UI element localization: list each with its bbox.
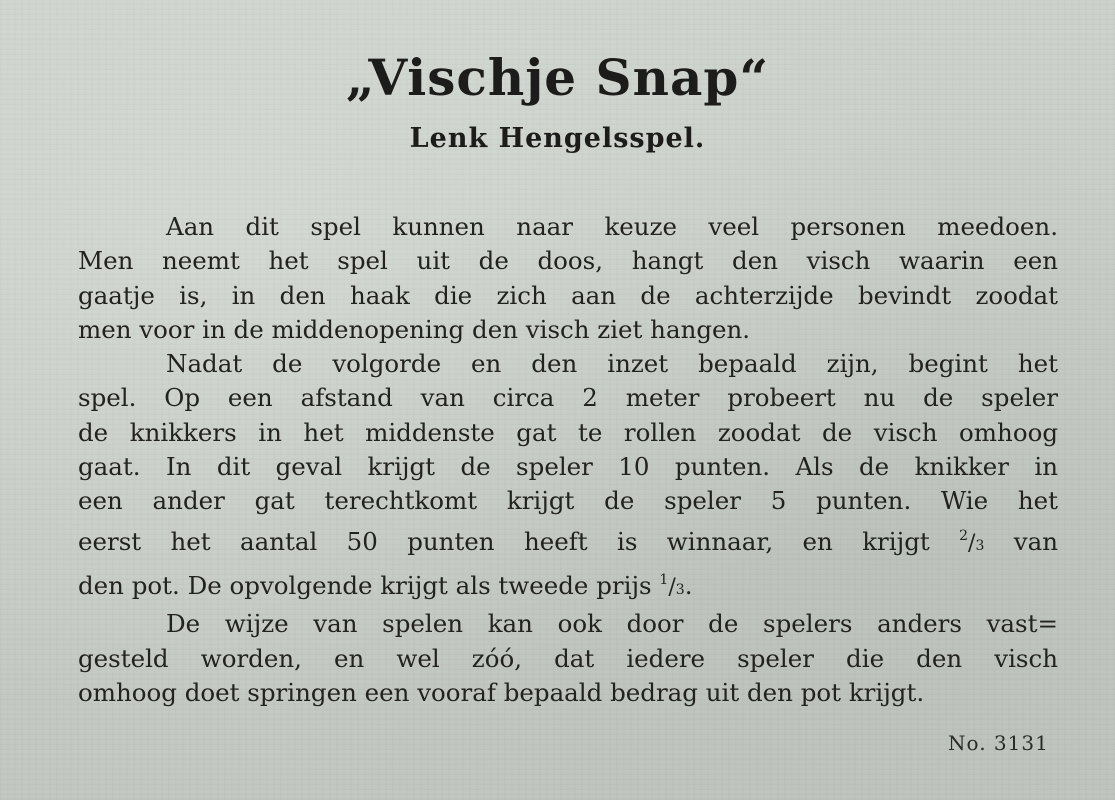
paragraph-2-fraction-line xyxy=(78,519,1058,563)
paragraph-2-line: een ander gat terechtkomt krijgt de speler 5 punten. Wie het xyxy=(78,486,1058,516)
fraction-denominator: 3 xyxy=(975,537,985,554)
fraction-line-text: eerst het aantal 50 punten heeft is winnaar, en krijgt xyxy=(78,526,930,556)
paragraph-2-line: Nadat de volgorde en den inzet bepaald zijn, begint het xyxy=(166,349,1058,379)
fraction-slash: / xyxy=(668,574,676,600)
fraction-denominator: 3 xyxy=(675,581,685,598)
paragraph-3-line: omhoog doet springen een vooraf bepaald bedrag uit den pot krijgt. xyxy=(78,677,925,707)
fraction-numerator: 1 xyxy=(659,571,669,588)
paragraph-2-line: de knikkers in het middenste gat te rollen zoodat de visch omhoog xyxy=(78,417,1058,447)
paragraph-2-line: gaat. In dit geval krijgt de speler 10 punten. Als de knikker in xyxy=(78,452,1058,482)
rules-text xyxy=(78,210,1058,710)
fraction-line-tail: van xyxy=(1013,526,1058,556)
paragraph-3-line: De wijze van spelen kan ook door de spelers anders vast= xyxy=(166,609,1058,639)
fraction-one-third xyxy=(659,571,684,600)
paragraph-1-line: gaatje is, in den haak die zich aan de achterzijde bevindt zoodat xyxy=(78,280,1058,310)
document-subtitle: Lenk Hengelsspel. xyxy=(409,123,706,154)
fraction-slash: / xyxy=(968,530,976,556)
fraction-two-thirds xyxy=(959,527,984,556)
fraction-line-text: den pot. De opvolgende krijgt als tweede prijs xyxy=(78,570,652,600)
paragraph-3-line: gesteld worden, en wel zóó, dat iedere speler die den visch xyxy=(78,643,1058,673)
fraction-numerator: 2 xyxy=(959,527,969,544)
paragraph-1-line: Men neemt het spel uit de doos, hangt den visch waarin een xyxy=(78,246,1058,276)
paragraph-2-line: spel. Op een afstand van circa 2 meter probeert nu de speler xyxy=(78,383,1058,413)
catalog-number: No. 3131 xyxy=(948,731,1049,755)
paragraph-1-line: Aan dit spel kunnen naar keuze veel personen meedoen. xyxy=(166,212,1058,241)
document-title: „Vischje Snap“ xyxy=(345,48,770,107)
paragraph-1-line: men voor in de middenopening den visch ziet hangen. xyxy=(78,314,751,344)
paragraph-2-fraction-line xyxy=(78,563,1058,607)
fraction-line-tail: . xyxy=(684,570,693,600)
